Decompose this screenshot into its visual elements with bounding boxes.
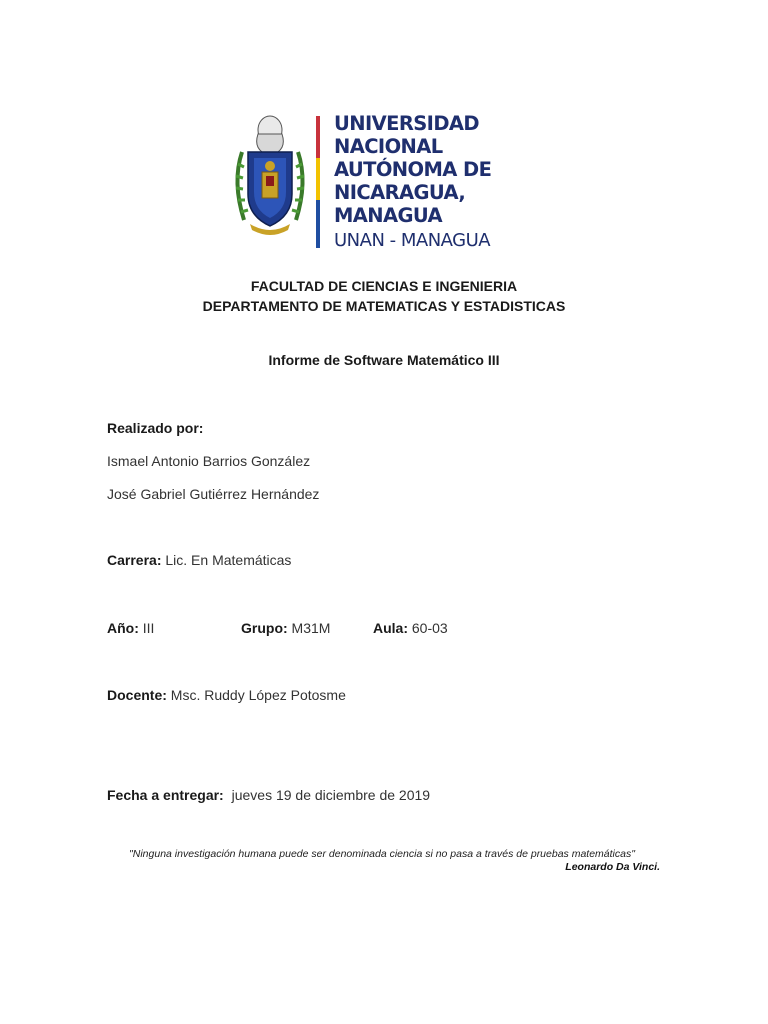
due-date-label: Fecha a entregar: [107, 787, 224, 803]
university-name [334, 112, 491, 227]
classroom-field [373, 620, 448, 636]
career-value: Lic. En Matemáticas [165, 552, 292, 568]
classroom-value: 60-03 [411, 620, 448, 636]
authors-label: Realizado por: [107, 420, 204, 436]
logo-color-bar [316, 116, 320, 248]
university-name-line: MANAGUA [334, 204, 443, 227]
university-short-name: UNAN - MANAGUA [334, 230, 491, 251]
department-heading: DEPARTAMENTO DE MATEMATICAS Y ESTADISTICAS [202, 298, 566, 314]
university-name-line: UNIVERSIDAD [334, 112, 480, 135]
year-field [107, 620, 154, 636]
group-value: M31M [291, 620, 331, 636]
faculty-heading: FACULTAD DE CIENCIAS E INGENIERIA [250, 278, 518, 294]
author-name: José Gabriel Gutiérrez Hernández [107, 486, 320, 502]
university-name-line: AUTÓNOMA DE [334, 158, 492, 181]
teacher-value: Msc. Ruddy López Potosme [170, 687, 346, 703]
year-label: Año: [107, 620, 139, 636]
group-label: Grupo: [241, 620, 288, 636]
due-date-field [107, 787, 430, 803]
quote-author: Leonardo Da Vinci. [565, 861, 660, 873]
report-title: Informe de Software Matemático III [268, 352, 500, 368]
career-label: Carrera: [107, 552, 162, 568]
teacher-field [107, 687, 346, 703]
career-field [107, 552, 291, 568]
university-name-line: NACIONAL [334, 135, 443, 158]
university-logo [228, 112, 528, 252]
year-value: III [142, 620, 155, 636]
university-crest-icon [228, 112, 312, 242]
author-name: Ismael Antonio Barrios González [107, 453, 311, 469]
classroom-label: Aula: [373, 620, 408, 636]
group-field [241, 620, 330, 636]
due-date-value: jueves 19 de diciembre de 2019 [231, 787, 431, 803]
teacher-label: Docente: [107, 687, 167, 703]
quote-text: "Ninguna investigación humana puede ser denominada ciencia si no pasa a través de pruebas matemáticas" [129, 848, 635, 860]
university-name-line: NICARAGUA, [334, 181, 466, 204]
